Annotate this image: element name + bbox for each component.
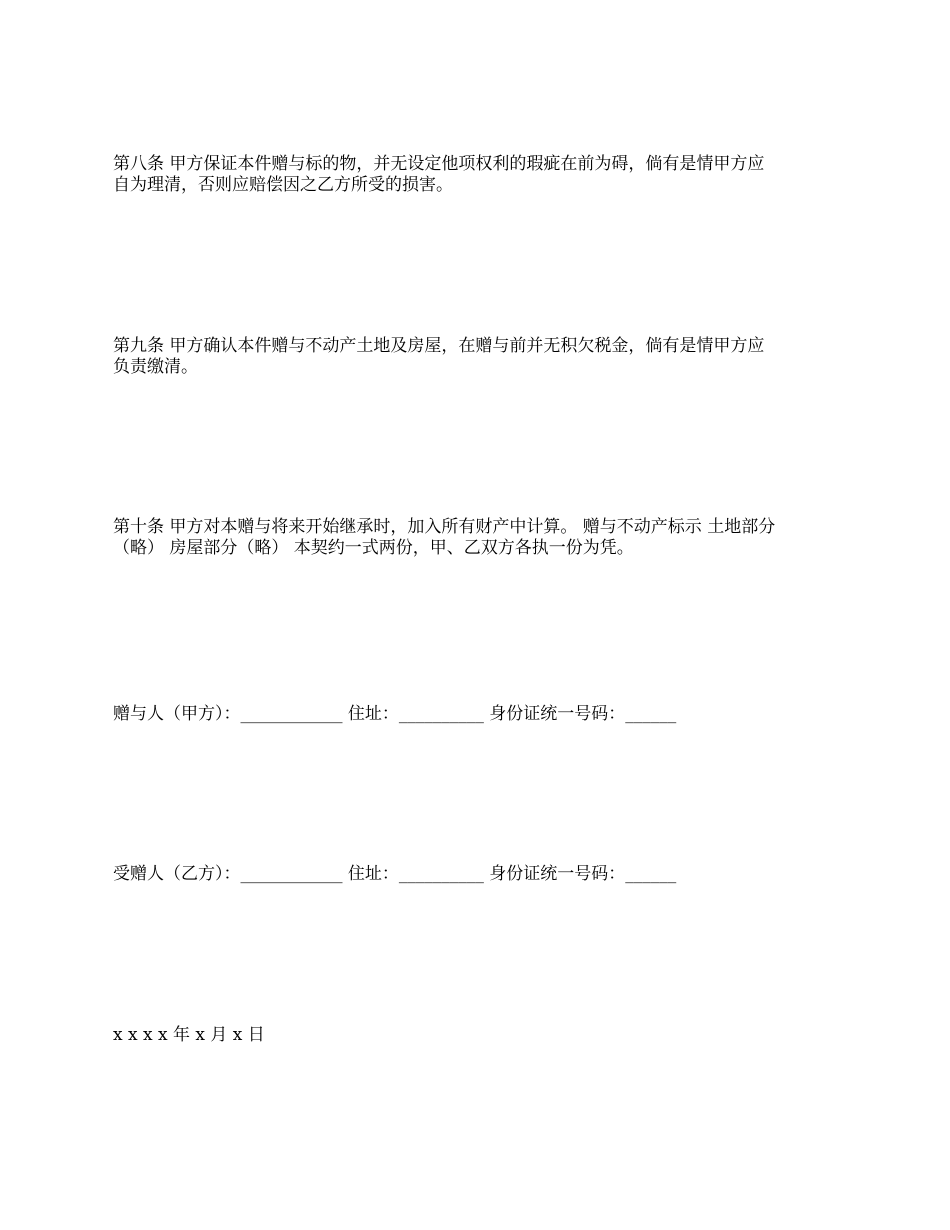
article-9-line-2: 负责缴清。 xyxy=(113,357,198,377)
article-9 xyxy=(113,336,839,378)
article-10 xyxy=(113,517,839,559)
article-10-line-1: 第十条 甲方对本赠与将来开始继承时，加入所有财产中计算。 赠与不动产标示 土地部分 xyxy=(113,517,776,537)
article-8-line-1: 第八条 甲方保证本件赠与标的物，并无设定他项权利的瑕疵在前为碍，倘有是情甲方应 xyxy=(113,154,765,174)
donor-signature-line: 赠与人（甲方）：____________ 住址：__________ 身份证统一号码：______ xyxy=(113,704,677,724)
article-8 xyxy=(113,154,839,196)
donee-signature-line: 受赠人（乙方）：____________ 住址：__________ 身份证统一号码：______ xyxy=(113,864,677,884)
article-9-line-1: 第九条 甲方确认本件赠与不动产土地及房屋，在赠与前并无积欠税金，倘有是情甲方应 xyxy=(113,336,765,356)
date-line: x x x x 年 x 月 x 日 xyxy=(113,1025,265,1045)
article-8-line-2: 自为理清，否则应赔偿因之乙方所受的损害。 xyxy=(113,175,453,195)
article-10-line-2: （略） 房屋部分（略） 本契约一式两份，甲、乙双方各执一份为凭。 xyxy=(113,538,634,558)
